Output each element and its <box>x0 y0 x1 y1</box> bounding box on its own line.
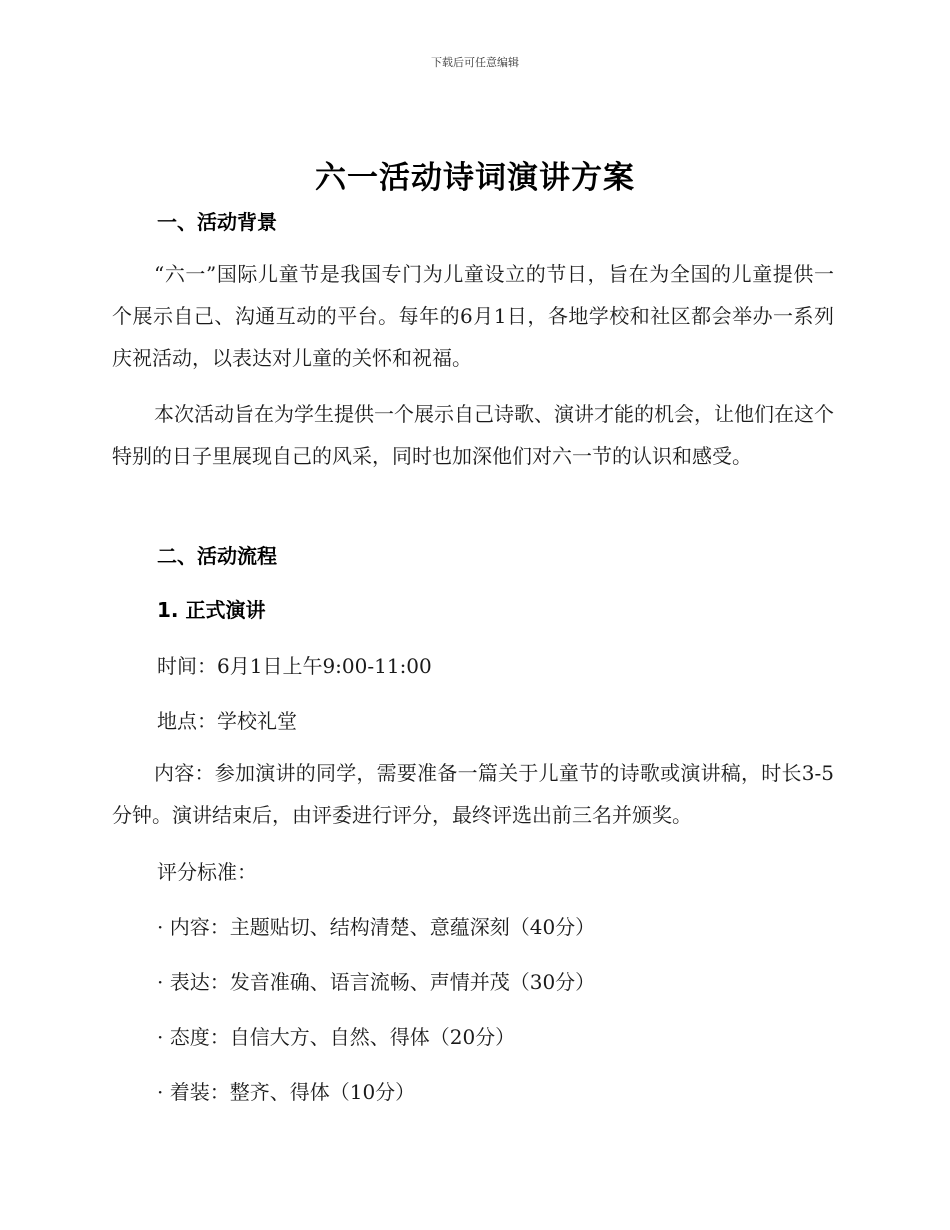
event-time: 时间：6月1日上午9:00-11:00 <box>157 654 432 678</box>
background-paragraph-1: “六一”国际儿童节是我国专门为儿童设立的节日，旨在为全国的儿童提供一个展示自己、沟通互动的平台。每年的6月1日，各地学校和社区都会举办一系列庆祝活动，以表达对儿童的关怀和祝福。 <box>112 262 834 370</box>
section-heading-process: 二、活动流程 <box>157 544 277 568</box>
subsection-heading-speech: 1. 正式演讲 <box>157 598 266 622</box>
document-title: 六一活动诗词演讲方案 <box>315 160 635 196</box>
criteria-item: · 着装：整齐、得体（10分） <box>157 1080 416 1104</box>
criteria-item: · 内容：主题贴切、结构清楚、意蕴深刻（40分） <box>157 915 596 939</box>
header-note: 下载后可任意编辑 <box>431 56 519 69</box>
event-content: 内容：参加演讲的同学，需要准备一篇关于儿童节的诗歌或演讲稿，时长3-5分钟。演讲结束后，由评委进行评分，最终评选出前三名并颁奖。 <box>112 761 834 827</box>
section-heading-background: 一、活动背景 <box>157 210 277 234</box>
criteria-item: · 表达：发音准确、语言流畅、声情并茂（30分） <box>157 970 596 994</box>
background-paragraph-2: 本次活动旨在为学生提供一个展示自己诗歌、演讲才能的机会，让他们在这个特别的日子里展现自己的风采，同时也加深他们对六一节的认识和感受。 <box>112 402 834 468</box>
criteria-label: 评分标准： <box>157 860 257 884</box>
criteria-item: · 态度：自信大方、自然、得体（20分） <box>157 1025 516 1049</box>
event-place: 地点：学校礼堂 <box>157 709 297 733</box>
